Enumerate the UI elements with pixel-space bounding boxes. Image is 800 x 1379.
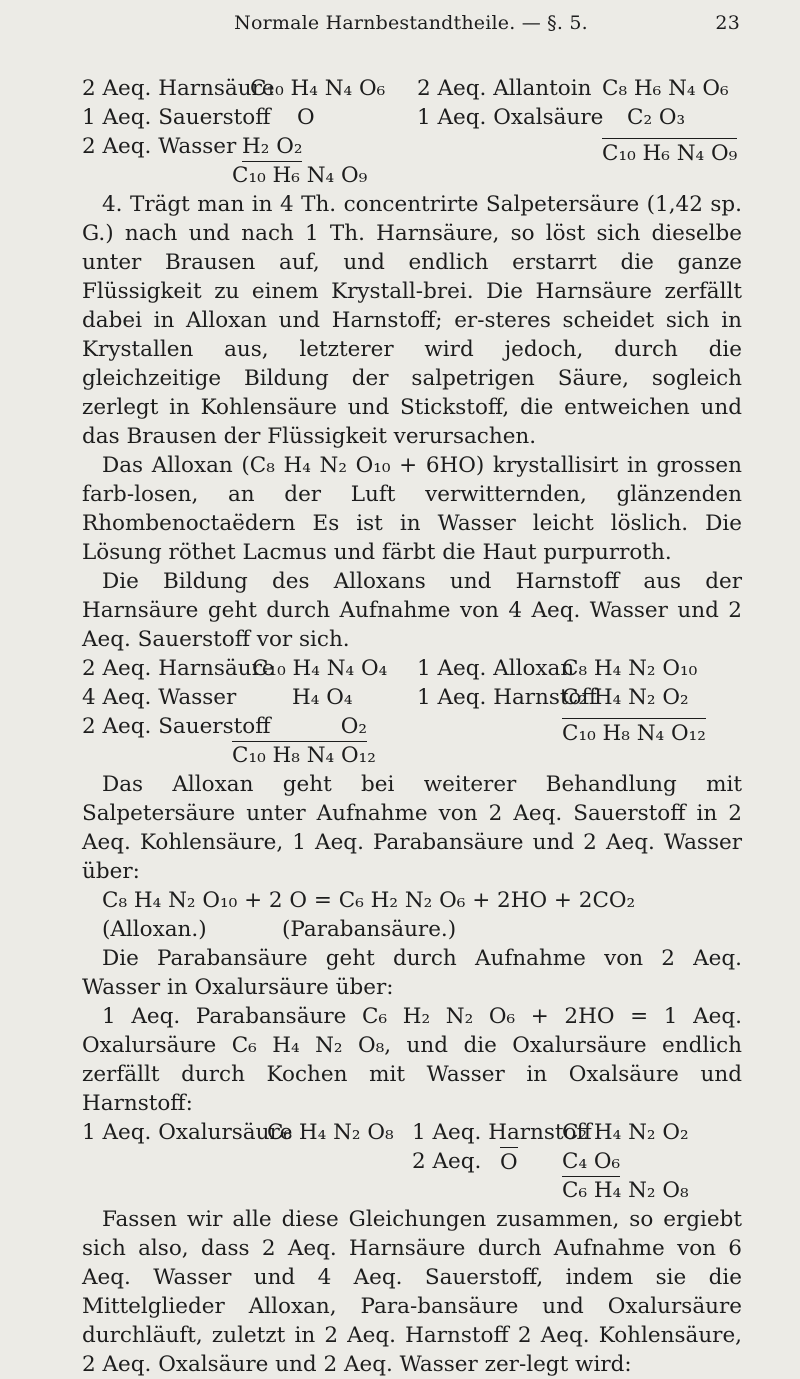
eq4-right-term-2: 2 Aeq. [412, 1149, 482, 1174]
eq4-left-term-1: 1 Aeq. Oxalursäure [82, 1120, 293, 1145]
eq1-left-term-3: 2 Aeq. Wasser [82, 134, 237, 159]
eq2-right-sum: C₁₀ H₈ N₄ O₁₂ [562, 718, 706, 748]
eq3-formula: C₈ H₄ N₂ O₁₀ + 2 O = C₆ H₂ N₂ O₆ + 2HO + 2CO₂ [102, 888, 636, 913]
page-number: 23 [715, 12, 740, 34]
eq1-left-formula-1: C₁₀ H₄ N₄ O₆ [250, 76, 386, 101]
eq2-right-term-1: 1 Aeq. Alloxan [417, 656, 575, 681]
eq2-left-term-3: 2 Aeq. Sauerstoff [82, 714, 271, 739]
eq1-right-term-2: 1 Aeq. Oxalsäure [417, 105, 604, 130]
paragraph-oxalursaeure: 1 Aeq. Parabansäure C₆ H₂ N₂ O₆ + 2HO = 1 Aeq. Oxalursäure C₆ H₄ N₂ O₈, und die Oxalursäure endlich zerfällt durch Kochen mit Wasser in Oxalsäure und Harnstoff: [82, 1004, 742, 1116]
eq1-left-formula-2: O [297, 105, 315, 130]
eq1-left-term-1: 2 Aeq. Harnsäure [82, 76, 275, 101]
equation-alloxan-parabansaeure [82, 886, 742, 944]
eq3-label-parabansaeure: (Parabansäure.) [282, 917, 457, 942]
header-title: Normale Harnbestandtheile. — §. 5. [234, 12, 588, 34]
equation-alloxan-harnstoff [82, 654, 742, 770]
eq2-right-formula-1: C₈ H₄ N₂ O₁₀ [562, 656, 698, 681]
eq2-left-formula-2: H₄ O₄ [292, 685, 353, 710]
eq2-right-term-2: 1 Aeq. Harnstoff [417, 685, 597, 710]
eq1-right-sum: C₁₀ H₆ N₄ O₉ [602, 138, 737, 168]
eq3-label-alloxan: (Alloxan.) [102, 917, 207, 942]
eq4-right-sum: C₆ H₄ N₂ O₈ [562, 1178, 689, 1203]
paragraph-salpetersaeure: 4. Trägt man in 4 Th. concentrirte Salpetersäure (1,42 sp. G.) nach und nach 1 Th. Harnsäure, so löst sich dieselbe unter Brausen auf, und endlich erstarrt die ganze Flüssigkeit zu einem Krystall-brei. Die Harnsäure zerfällt dabei in Alloxan und Harnstoff; er-steres scheidet sich in Krystallen aus, letzterer wird jedoch, durch die gleichzeitige Bildung der salpetrigen Säure, sogleich zerlegt in Kohlensäure und Stickstoff, die entweichen und das Brausen der Flüssigkeit verursachen. [82, 192, 742, 449]
eq2-left-formula-1: C₁₀ H₄ N₄ O₄ [252, 656, 388, 681]
eq1-left-formula-3: H₂ O₂ [242, 132, 302, 162]
eq4-right-term-1: 1 Aeq. Harnstoff [412, 1120, 592, 1145]
eq1-right-formula-1: C₈ H₆ N₄ O₆ [602, 76, 729, 101]
equation-oxalursaeure [82, 1118, 742, 1205]
eq2-left-sum: C₁₀ H₈ N₄ O₁₂ [232, 743, 376, 768]
paragraph-weitere-behandlung: Das Alloxan geht bei weiterer Behandlung mit Salpetersäure unter Aufnahme von 2 Aeq. Sauerstoff in 2 Aeq. Kohlensäure, 1 Aeq. Parabansäure und 2 Aeq. Wasser über: [82, 772, 742, 884]
eq4-right-formula-1: C₂ H₄ N₂ O₂ [562, 1120, 689, 1145]
eq1-right-term-1: 2 Aeq. Allantoin [417, 76, 592, 101]
paragraph-zusammenfassung: Fassen wir alle diese Gleichungen zusammen, so ergiebt sich also, dass 2 Aeq. Harnsäure durch Aufnahme von 6 Aeq. Wasser und 4 Aeq. Sauerstoff, indem sie die Mittelglieder Alloxan, Para-bansäure und Oxalursäure durchläuft, zuletzt in 2 Aeq. Harnstoff 2 Aeq. Kohlensäure, 2 Aeq. Oxalsäure und 2 Aeq. Wasser zer-legt wird: [82, 1207, 742, 1377]
running-header [82, 6, 740, 42]
eq1-right-formula-2: C₂ O₃ [627, 105, 686, 130]
eq2-right-formula-2: C₂ H₄ N₂ O₂ [562, 685, 689, 710]
eq1-left-term-2: 1 Aeq. Sauerstoff [82, 105, 271, 130]
equation-harnsaeure-allantoin [82, 74, 742, 190]
eq4-right-formula-2: C₄ O₆ [562, 1147, 620, 1177]
eq2-left-term-1: 2 Aeq. Harnsäure [82, 656, 275, 681]
paragraph-bildung: Die Bildung des Alloxans und Harnstoff aus der Harnsäure geht durch Aufnahme von 4 Aeq. Wasser und 2 Aeq. Sauerstoff vor sich. [82, 569, 742, 652]
eq4-left-formula-1: C₆ H₄ N₂ O₈ [267, 1120, 394, 1145]
page-body [82, 74, 742, 1379]
eq2-left-term-2: 4 Aeq. Wasser [82, 685, 237, 710]
eq2-left-formula-3: O₂ [232, 712, 367, 742]
eq4-right-oxygen: O [500, 1147, 518, 1177]
paragraph-parabansaeure: Die Parabansäure geht durch Aufnahme von 2 Aeq. Wasser in Oxalursäure über: [82, 946, 742, 1000]
eq1-left-sum: C₁₀ H₆ N₄ O₉ [232, 163, 368, 188]
paragraph-alloxan: Das Alloxan (C₈ H₄ N₂ O₁₀ + 6HO) krystallisirt in grossen farb-losen, an der Luft verwitternden, glänzenden Rhombenoctaëdern Es ist in Wasser leicht löslich. Die Lösung röthet Lacmus und färbt die Haut purpurroth. [82, 453, 742, 565]
